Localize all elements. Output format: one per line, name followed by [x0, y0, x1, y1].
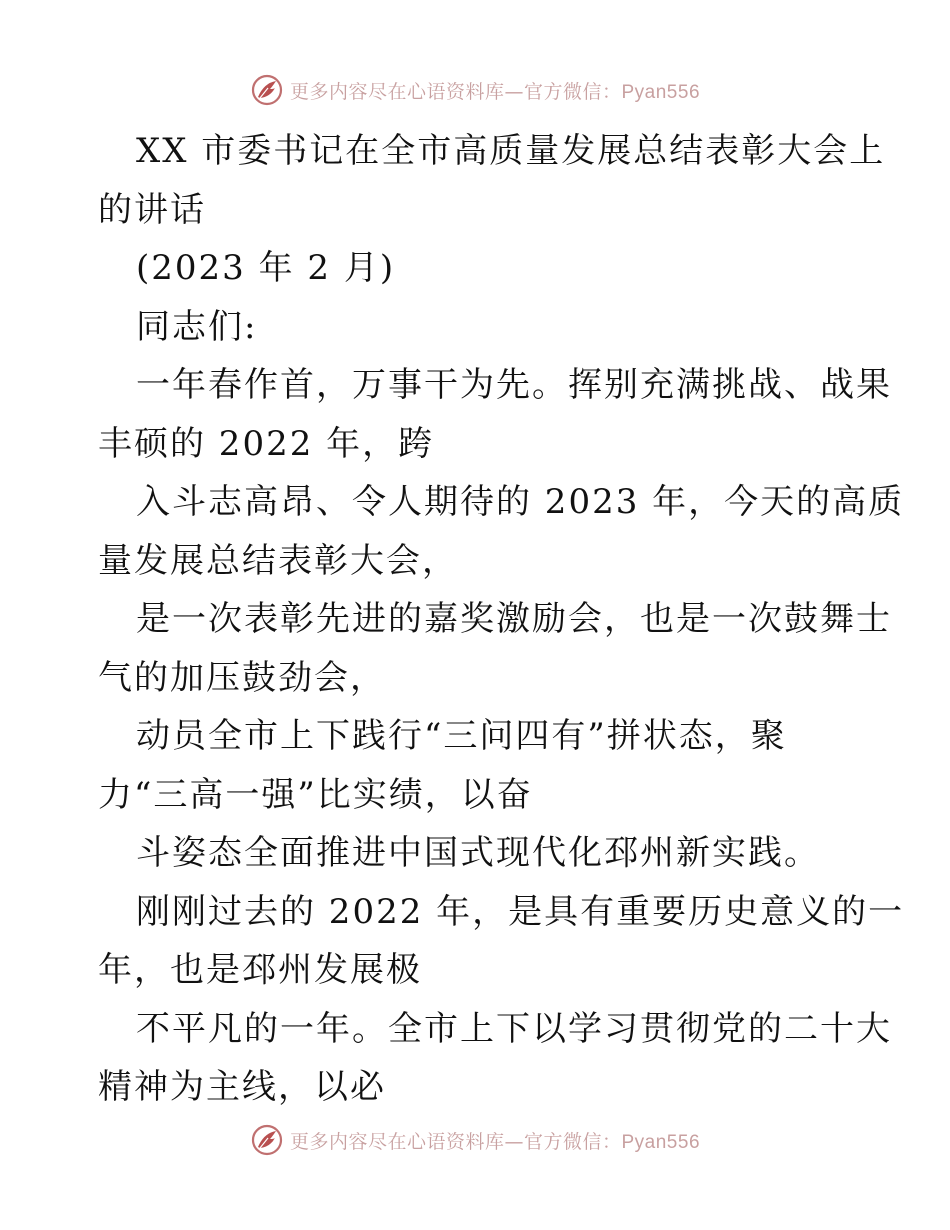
paragraph-line: 力“三高一强”比实绩，以奋	[98, 774, 533, 815]
paragraph-line: 丰硕的 2022 年，跨	[98, 423, 435, 464]
paragraph-line: 一年春作首，万事干为先。挥别充满挑战、战果	[136, 365, 892, 405]
pen-logo-icon	[250, 73, 284, 107]
footer-watermark	[0, 1120, 950, 1160]
watermark-text-cn: 更多内容尽在心语资料库—官方微信：	[289, 1130, 622, 1153]
document-body	[98, 122, 905, 1117]
header-watermark	[0, 70, 950, 110]
paragraph-line: (2023 年 2 月)	[136, 248, 396, 288]
watermark-text	[290, 1127, 700, 1154]
paragraph-line: 气的加压鼓劲会，	[98, 657, 386, 698]
paragraph-line: 不平凡的一年。全市上下以学习贯彻党的二十大	[136, 1008, 892, 1049]
watermark-text-latin: Pyan556	[621, 81, 701, 103]
pen-logo-icon	[250, 1123, 284, 1157]
paragraph-line: 精神为主线，以必	[98, 1067, 386, 1107]
paragraph-line: 年，也是邳州发展极	[98, 950, 422, 990]
paragraph-line: 是一次表彰先进的嘉奖激励会，也是一次鼓舞士	[136, 599, 892, 639]
watermark-text-latin: Pyan556	[621, 1131, 701, 1153]
document-title-line: XX 市委书记在全市高质量发展总结表彰大会上	[136, 131, 886, 171]
watermark-text	[290, 77, 700, 104]
paragraph-line: 动员全市上下践行“三问四有”拼状态，聚	[136, 716, 787, 756]
paragraph-line: 量发展总结表彰大会，	[98, 540, 458, 581]
paragraph-line: 斗姿态全面推进中国式现代化邳州新实践。	[136, 833, 820, 873]
paragraph-line: 刚刚过去的 2022 年，是具有重要历史意义的一	[136, 891, 905, 932]
watermark-text-cn: 更多内容尽在心语资料库—官方微信：	[289, 80, 622, 103]
document-title-line: 的讲话	[98, 189, 206, 230]
paragraph-line: 同志们:	[136, 306, 258, 347]
paragraph-line: 入斗志高昂、令人期待的 2023 年，今天的高质	[136, 482, 905, 522]
